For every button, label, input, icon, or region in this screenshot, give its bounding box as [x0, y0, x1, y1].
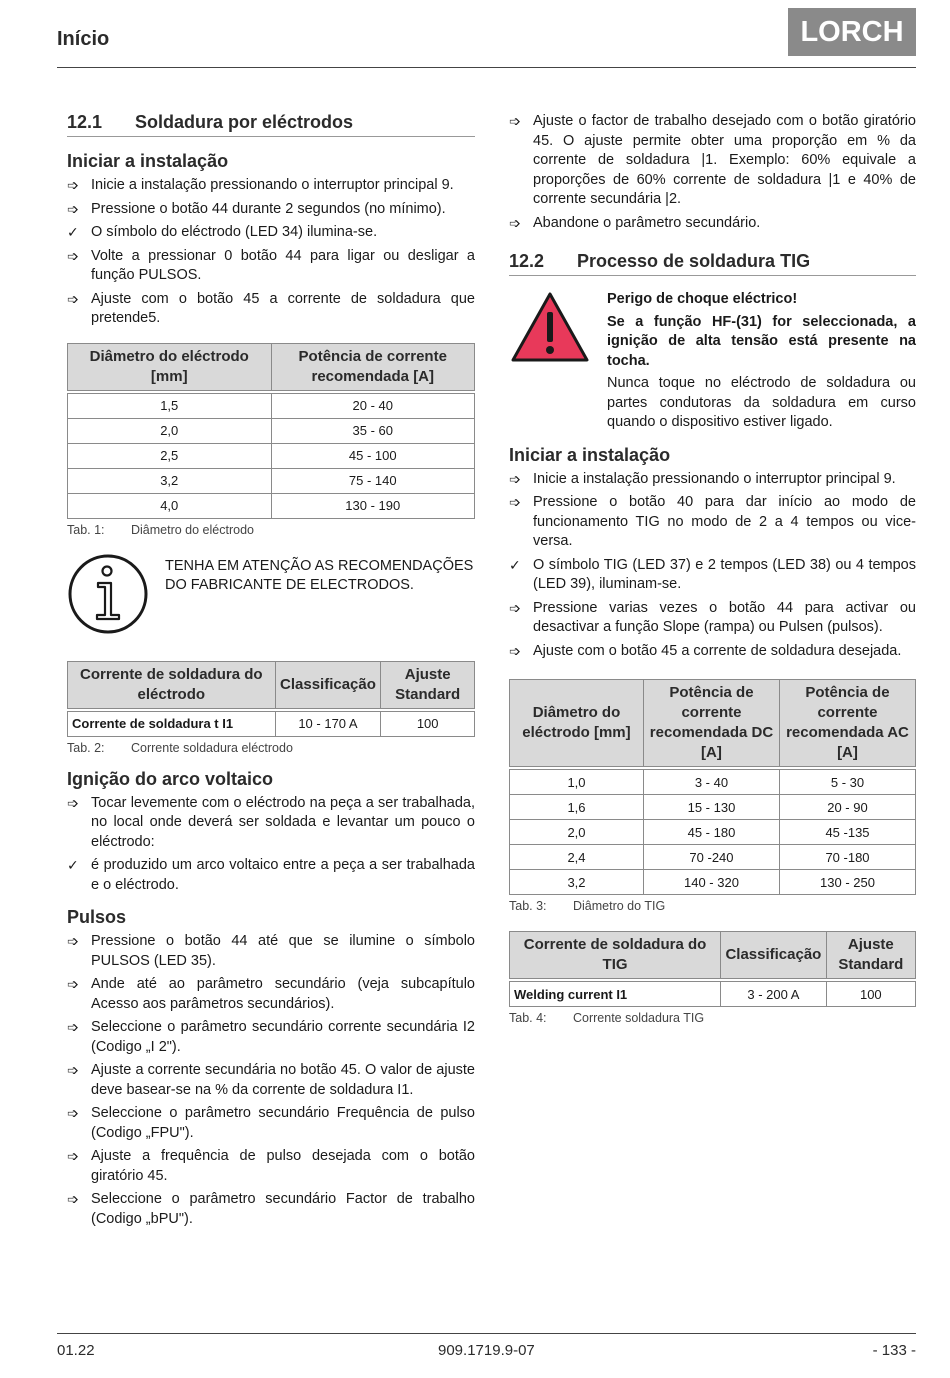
page-header-title: Início — [57, 28, 110, 50]
table-cell: 2,0 — [68, 418, 272, 443]
table-cell: 20 - 40 — [271, 393, 475, 418]
table-header-cell: Diâmetro do eléctrodo [mm] — [68, 343, 272, 390]
lorch-logo: LORCH — [788, 8, 916, 56]
arrow-right-icon: ➩ — [67, 1105, 79, 1121]
list-item — [67, 1018, 475, 1057]
table-cell: 2,4 — [510, 845, 644, 870]
list-item — [509, 112, 916, 210]
footer-divider — [57, 1333, 916, 1334]
electrode-current-table — [67, 661, 475, 737]
table-cell: 15 - 130 — [643, 795, 779, 820]
table-cell: 10 - 170 A — [275, 711, 381, 736]
list-item-text: Ajuste a corrente secundária no botão 45. O valor de ajuste deve basear-se na % da corrente de soldadura I1. — [91, 1062, 475, 1098]
arrow-right-icon: ➩ — [509, 113, 521, 129]
section-number: 12.1 — [67, 112, 103, 132]
list-item-text: Ajuste o factor de trabalho desejado com o botão giratório 45. O ajuste permite obter uma proporção em % da corrente de soldadura |1. Exemplo: 60% equivale a proporções de 60% corrente de soldadura |1 e 40% de corrente secundária |2. — [533, 113, 916, 207]
table-cell: 4,0 — [68, 493, 272, 518]
table-row — [68, 393, 475, 418]
list-item — [67, 932, 475, 971]
list-item — [509, 493, 916, 552]
arrow-right-icon: ➩ — [67, 1191, 79, 1207]
table-row — [68, 711, 475, 736]
list-item — [67, 290, 475, 329]
arrow-right-icon: ➩ — [509, 599, 521, 616]
list-item-text: Pressione o botão 40 para dar início ao modo de funcionamento TIG no modo de 2 a 4 tempos ou vice-versa. — [533, 494, 916, 549]
table-cell: 100 — [381, 711, 475, 736]
caption-text: Corrente soldadura TIG — [573, 1011, 705, 1025]
table-header-cell: Classificação — [275, 661, 381, 708]
arrow-right-icon: ➩ — [67, 1148, 79, 1164]
table-row — [510, 982, 916, 1007]
list-item — [67, 1104, 475, 1143]
warning-subtitle: Se a função HF-(31) for seleccionada, a ignição de alta tensão está presente na tocha. — [607, 313, 916, 369]
caption-number: Tab. 3: — [509, 899, 547, 913]
list-item — [67, 1190, 475, 1229]
list-item-text: Pressione o botão 44 até que se ilumine o símbolo PULSOS (LED 35). — [91, 933, 475, 969]
list-item — [67, 200, 475, 220]
table-header-cell: Classificação — [721, 932, 827, 979]
list-item — [67, 176, 475, 196]
table-header-cell: Ajuste Standard — [826, 932, 915, 979]
header-divider — [57, 67, 916, 68]
electrode-current-table-block — [67, 661, 475, 755]
table-cell: 2,5 — [68, 443, 272, 468]
list-item-text: Pressione varias vezes o botão 44 para activar ou desactivar a função Slope (rampa) ou Pulsen (pulsos). — [533, 599, 916, 635]
arrow-right-icon: ➩ — [67, 200, 79, 217]
table-row — [68, 493, 475, 518]
list-item — [509, 599, 916, 638]
table-cell: 3,2 — [68, 468, 272, 493]
list-item — [67, 1147, 475, 1186]
caption-text: Diâmetro do TIG — [573, 899, 666, 913]
subheading-start: Iniciar a instalação — [67, 151, 229, 171]
table-caption — [67, 741, 475, 755]
list-item-text: Abandone o parâmetro secundário. — [533, 214, 761, 231]
table-row — [510, 845, 916, 870]
check-icon: ✓ — [509, 556, 521, 573]
table-cell: 45 -135 — [779, 820, 915, 845]
list-item — [67, 975, 475, 1014]
electrode-diameter-table — [67, 343, 475, 519]
table-cell: 3,2 — [510, 870, 644, 895]
list-item — [67, 247, 475, 286]
tig-current-table-block — [509, 931, 916, 1025]
section-heading-12-1 — [67, 112, 475, 137]
caption-number: Tab. 4: — [509, 1011, 547, 1025]
info-text: TENHA EM ATENÇÃO AS RECOMENDAÇÕES DO FABRICANTE DE ELECTRODOS. — [165, 557, 474, 593]
warning-text — [607, 290, 916, 433]
table-cell: 140 - 320 — [643, 870, 779, 895]
table-cell: 5 - 30 — [779, 770, 915, 795]
table-cell: 100 — [826, 982, 915, 1007]
info-icon — [67, 553, 149, 635]
list-item-text: Pressione o botão 44 durante 2 segundos (no mínimo). — [91, 200, 446, 217]
list-item — [67, 1061, 475, 1100]
arrow-right-icon: ➩ — [67, 1062, 79, 1078]
caption-number: Tab. 1: — [67, 522, 105, 537]
arrow-right-icon: ➩ — [509, 214, 521, 231]
table-cell: 70 -180 — [779, 845, 915, 870]
table-header-cell: Ajuste Standard — [381, 661, 475, 708]
list-item-text: Inicie a instalação pressionando o interruptor principal 9. — [91, 177, 454, 193]
warning-body: Nunca toque no eléctrodo de soldadura ou partes condutoras da soldadura em curso quando o dispositivo estiver ligado. — [607, 375, 916, 430]
table-cell: 2,0 — [510, 820, 644, 845]
section-number: 12.2 — [509, 251, 545, 271]
section-heading-12-2 — [509, 251, 916, 276]
table-cell: 45 - 100 — [271, 443, 475, 468]
table-row — [68, 443, 475, 468]
arrow-right-icon: ➩ — [509, 494, 521, 510]
list-item-text: O símbolo TIG (LED 37) e 2 tempos (LED 38) ou 4 tempos (LED 39), iluminam-se. — [533, 556, 916, 592]
arrow-right-icon: ➩ — [67, 794, 79, 811]
table-cell: 20 - 90 — [779, 795, 915, 820]
list-item — [67, 856, 475, 895]
table-caption — [509, 899, 916, 913]
table-row — [510, 770, 916, 795]
table-header-cell: Potência de corrente recomendada AC [A] — [779, 680, 915, 767]
footer-date: 01.22 — [57, 1342, 95, 1359]
subheading-pulses: Pulsos — [67, 907, 127, 927]
arrow-right-icon: ➩ — [67, 177, 79, 193]
list-item-text: Ajuste com o botão 45 a corrente de soldadura desejada. — [533, 642, 902, 659]
arrow-right-icon: ➩ — [67, 247, 79, 264]
table-cell: 45 - 180 — [643, 820, 779, 845]
list-item — [67, 794, 475, 853]
list-item-text: Inicie a instalação pressionando o interruptor principal 9. — [533, 470, 896, 487]
list-item-text: O símbolo do eléctrodo (LED 34) ilumina-se. — [91, 224, 378, 240]
check-icon: ✓ — [67, 857, 79, 873]
instruction-list — [67, 794, 475, 896]
caption-text: Corrente soldadura eléctrodo — [131, 740, 293, 755]
footer-page-number: - 133 - — [872, 1342, 916, 1359]
list-item-text: é produzido um arco voltaico entre a peça a ser trabalhada e o eléctrodo. — [91, 857, 475, 893]
list-item-text: Ande até ao parâmetro secundário (veja subcapítulo Acesso aos parâmetros secundários). — [91, 976, 475, 1012]
list-item-text: Seleccione o parâmetro secundário Factor de trabalho (Codigo „bPU"). — [91, 1191, 475, 1227]
table-row — [68, 418, 475, 443]
table-cell: 3 - 200 A — [721, 982, 827, 1007]
instruction-list — [67, 932, 475, 1229]
list-item — [67, 223, 475, 243]
list-item — [509, 214, 916, 234]
table-caption — [509, 1011, 916, 1025]
table-row — [510, 820, 916, 845]
instruction-list — [67, 176, 475, 329]
list-item-text: Ajuste com o botão 45 a corrente de soldadura que pretende5. — [91, 290, 475, 326]
instruction-list — [509, 470, 916, 662]
table-header-cell: Corrente de soldadura do eléctrodo — [68, 661, 276, 708]
table-cell: Welding current I1 — [510, 982, 721, 1007]
footer-doc-number: 909.1719.9-07 — [438, 1342, 535, 1359]
arrow-right-icon: ➩ — [67, 1019, 79, 1035]
right-column — [509, 112, 916, 1025]
section-title: Soldadura por eléctrodos — [135, 112, 354, 132]
list-item-text: Ajuste a frequência de pulso desejada com o botão giratório 45. — [91, 1148, 475, 1184]
list-item-text: Seleccione o parâmetro secundário corrente secundária I2 (Codigo „I 2"). — [91, 1019, 475, 1055]
table-cell: 35 - 60 — [271, 418, 475, 443]
table-cell: 1,5 — [68, 393, 272, 418]
table-cell: 75 - 140 — [271, 468, 475, 493]
tig-diameter-table-block — [509, 679, 916, 913]
instruction-list — [509, 112, 916, 233]
table-cell: 1,6 — [510, 795, 644, 820]
table-header-cell: Potência de corrente recomendada DC [A] — [643, 680, 779, 767]
table-row — [510, 870, 916, 895]
warning-triangle-icon — [509, 290, 591, 366]
list-item-text: Volte a pressionar 0 botão 44 para ligar ou desligar a função PULSOS. — [91, 247, 475, 283]
arrow-right-icon: ➩ — [67, 976, 79, 992]
arrow-right-icon: ➩ — [67, 290, 79, 307]
list-item — [509, 642, 916, 662]
table-cell: 130 - 190 — [271, 493, 475, 518]
table-cell: 1,0 — [510, 770, 644, 795]
table-cell: 130 - 250 — [779, 870, 915, 895]
list-item-text: Tocar levemente com o eléctrodo na peça a ser trabalhada, no local onde deverá ser soldada e levantar um pouco o eléctrodo: — [91, 794, 475, 850]
subheading-start: Iniciar a instalação — [509, 444, 671, 465]
check-icon: ✓ — [67, 224, 79, 240]
table-row — [510, 795, 916, 820]
table-cell: 3 - 40 — [643, 770, 779, 795]
caption-number: Tab. 2: — [67, 740, 105, 755]
table-header-cell: Diâmetro do eléctrodo [mm] — [510, 680, 644, 767]
tig-diameter-table — [509, 679, 916, 895]
info-note — [67, 553, 475, 635]
table-header-cell: Corrente de soldadura do TIG — [510, 932, 721, 979]
caption-text: Diâmetro do eléctrodo — [131, 522, 254, 537]
tig-current-table — [509, 931, 916, 1007]
table-header-cell: Potência de corrente recomendada [A] — [271, 343, 475, 390]
warning-box — [509, 290, 916, 433]
list-item — [509, 556, 916, 595]
table-row — [68, 468, 475, 493]
section-title: Processo de soldadura TIG — [577, 251, 811, 271]
electrode-table-block — [67, 343, 475, 537]
table-cell: Corrente de soldadura t I1 — [68, 711, 276, 736]
warning-title: Perigo de choque eléctrico! — [607, 291, 798, 307]
arrow-right-icon: ➩ — [509, 470, 521, 487]
table-cell: 70 -240 — [643, 845, 779, 870]
list-item — [509, 470, 916, 490]
subheading-ignition: Ignição do arco voltaico — [67, 768, 274, 789]
table-caption — [67, 523, 475, 537]
arrow-right-icon: ➩ — [509, 642, 521, 659]
list-item-text: Seleccione o parâmetro secundário Frequência de pulso (Codigo „FPU"). — [91, 1105, 475, 1141]
arrow-right-icon: ➩ — [67, 933, 79, 949]
left-column — [67, 112, 475, 1233]
